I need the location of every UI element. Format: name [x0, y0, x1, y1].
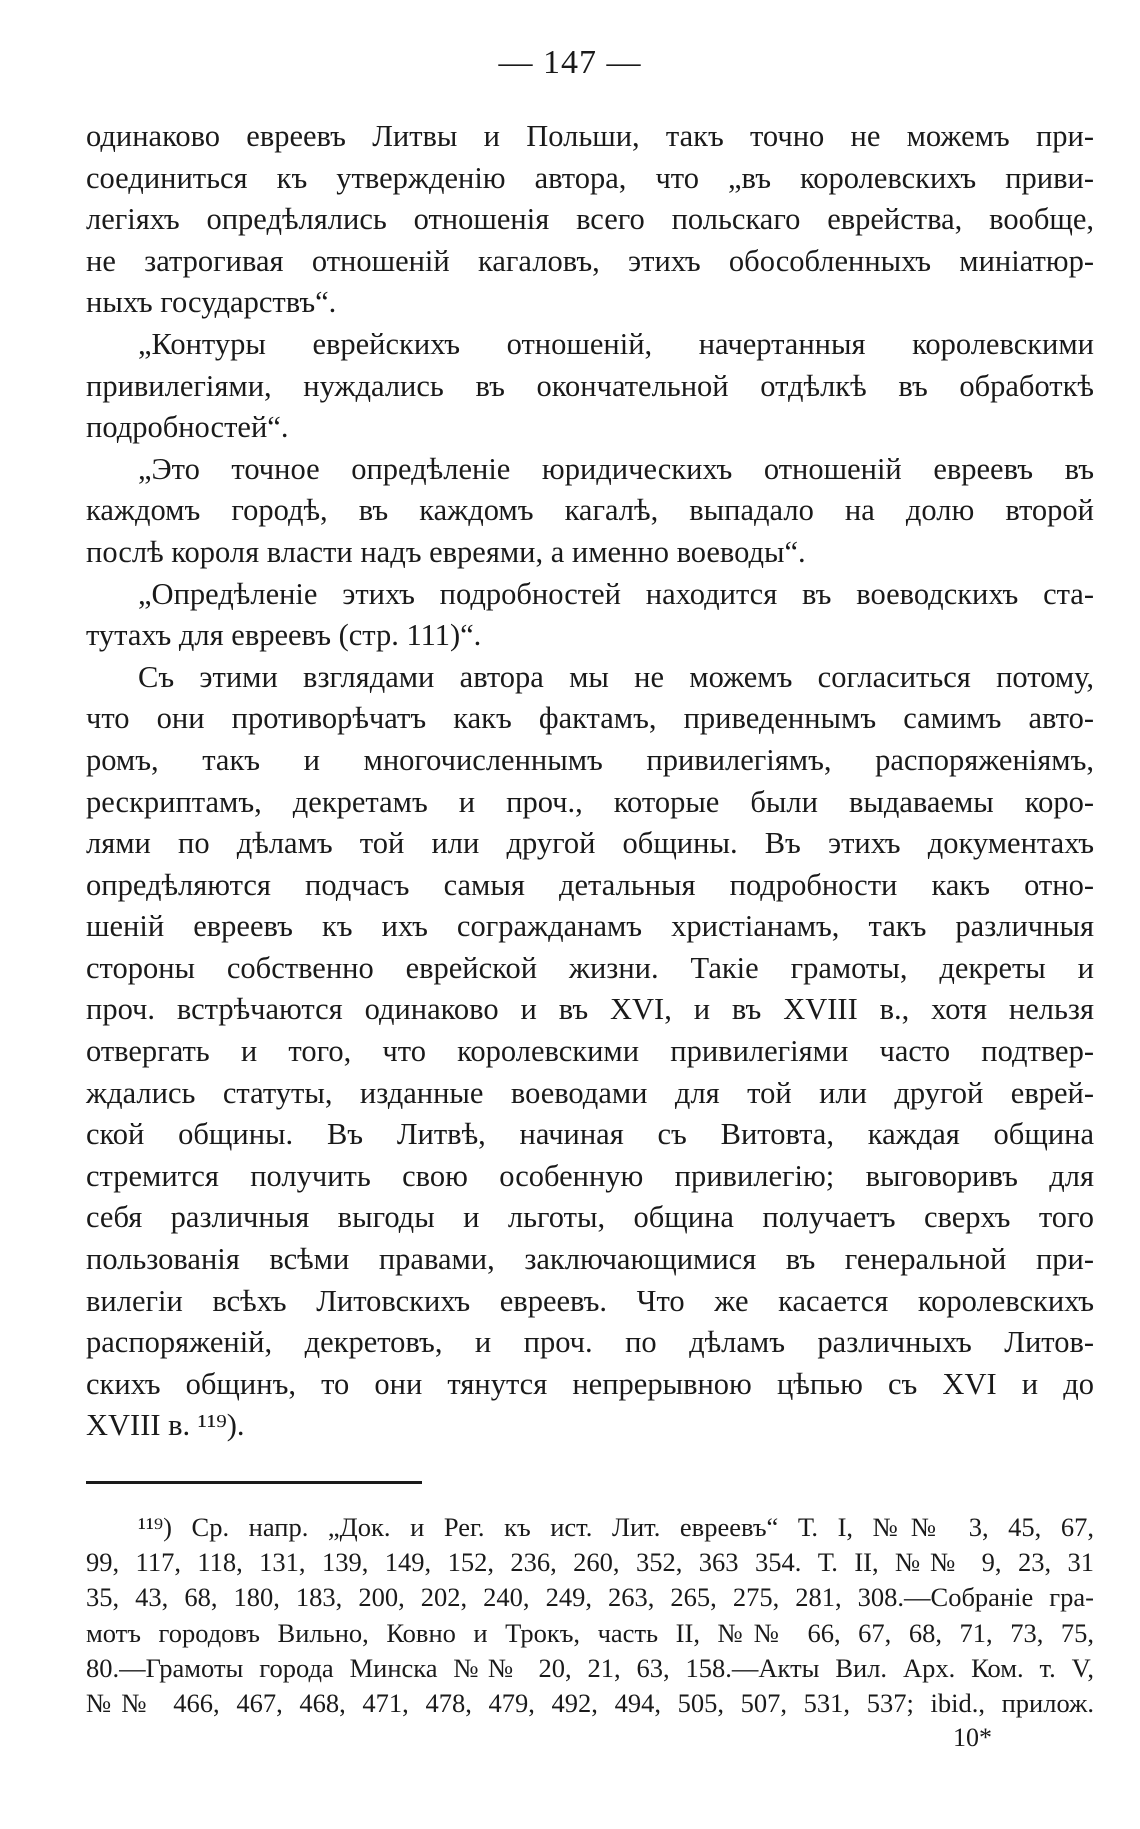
text-line: XVIII в. ¹¹⁹). — [86, 1408, 245, 1443]
text-line: опредѣляются подчасъ самыя детальныя подробности какъ отно- — [86, 867, 1094, 902]
text-line: стремится получить свою особенную привилегію; выговоривъ для — [86, 1158, 1094, 1193]
footnote-line: 35, 43, 68, 180, 183, 200, 202, 240, 249, 263, 265, 275, 281, 308.—Собраніе гра- — [86, 1582, 1094, 1613]
page-number: — 147 — — [498, 44, 642, 81]
main-text — [86, 116, 1094, 1447]
footnote-line: ¹¹⁹) Ср. напр. „Док. и Рег. къ ист. Лит. евреевъ“ Т. I, №№ 3, 45, 67, — [138, 1512, 1094, 1542]
text-line: стороны собственно еврейской жизни. Такіе грамоты, декреты и — [86, 950, 1094, 985]
text-line: что они противорѣчатъ какъ фактамъ, приведеннымъ самимъ авто- — [86, 701, 1094, 736]
text-line: шеній евреевъ къ ихъ согражданамъ христіанамъ, такъ различныя — [86, 909, 1094, 944]
text-line: лями по дѣламъ той или другой общины. Въ этихъ документахъ — [86, 826, 1094, 861]
text-line: „Опредѣленіе этихъ подробностей находится въ воеводскихъ ста- — [138, 576, 1094, 611]
text-line: скихъ общинъ, то они тянутся непрерывною цѣпью съ XVI и до — [86, 1366, 1094, 1401]
text-line: тутахъ для евреевъ (стр. 111)“. — [86, 618, 482, 653]
text-line: одинаково евреевъ Литвы и Польши, такъ точно не можемъ при- — [86, 119, 1094, 153]
text-line: отвергать и того, что королевскими привилегіями часто подтвер- — [86, 1034, 1094, 1069]
text-line: распоряженій, декретовъ, и проч. по дѣламъ различныхъ Литов- — [86, 1325, 1094, 1360]
text-line: не затрогивая отношеній кагаловъ, этихъ обособленныхъ миніатюр- — [86, 243, 1094, 278]
footnotes — [86, 1510, 1094, 1721]
text-line: ныхъ государствъ“. — [86, 285, 337, 320]
text-line: послѣ короля власти надъ евреями, а именно воеводы“. — [86, 534, 806, 569]
footnote-separator — [86, 1481, 422, 1484]
text-line: „Это точное опредѣленіе юридическихъ отношеній евреевъ въ — [138, 451, 1094, 486]
footnote-line: 99, 117, 118, 131, 139, 149, 152, 236, 260, 352, 363 354. Т. II, №№ 9, 23, 31 — [86, 1547, 1094, 1578]
text-line: ромъ, такъ и многочисленнымъ привилегіямъ, распоряженіямъ, — [86, 742, 1094, 777]
text-line: каждомъ городѣ, въ каждомъ кагалѣ, выпадало на долю второй — [86, 493, 1094, 528]
text-line: легіяхъ опредѣлялись отношенія всего польскаго еврейства, вообще, — [86, 202, 1094, 237]
text-line: Съ этими взглядами автора мы не можемъ согласиться потому, — [138, 659, 1094, 694]
text-line: привилегіями, нуждались въ окончательной отдѣлкѣ въ обработкѣ — [86, 368, 1094, 403]
text-line: рескриптамъ, декретамъ и проч., которые были выдаваемы коро- — [86, 784, 1094, 819]
text-line: „Контуры еврейскихъ отношеній, начертанныя королевскими — [138, 326, 1094, 361]
text-line: ской общины. Въ Литвѣ, начиная съ Витовта, каждая община — [86, 1117, 1094, 1152]
signature-mark: 10* — [953, 1723, 992, 1752]
footnote-line: №№ 466, 467, 468, 471, 478, 479, 492, 494, 505, 507, 531, 537; ibid., прилож. — [86, 1687, 1094, 1718]
text-line: ждались статуты, изданные воеводами для той или другой еврей- — [86, 1075, 1094, 1110]
footnote-line: мотъ городовъ Вильно, Ковно и Трокъ, часть II, №№ 66, 67, 68, 71, 73, 75, — [86, 1617, 1094, 1648]
footnote-line: 80.—Грамоты города Минска №№ 20, 21, 63, 158.—Акты Вил. Арх. Ком. т. V, — [86, 1652, 1094, 1683]
text-line: проч. встрѣчаются одинаково и въ XVI, и въ XVIII в., хотя нельзя — [86, 992, 1094, 1027]
text-line: пользованія всѣми правами, заключающимися въ генеральной при- — [86, 1242, 1094, 1277]
text-line: вилегіи всѣхъ Литовскихъ евреевъ. Что же касается королевскихъ — [86, 1283, 1094, 1318]
text-line: соединиться къ утвержденію автора, что „въ королевскихъ приви- — [86, 160, 1094, 195]
text-line: себя различныя выгоды и льготы, община получаетъ сверхъ того — [86, 1200, 1094, 1235]
text-line: подробностей“. — [86, 410, 289, 445]
